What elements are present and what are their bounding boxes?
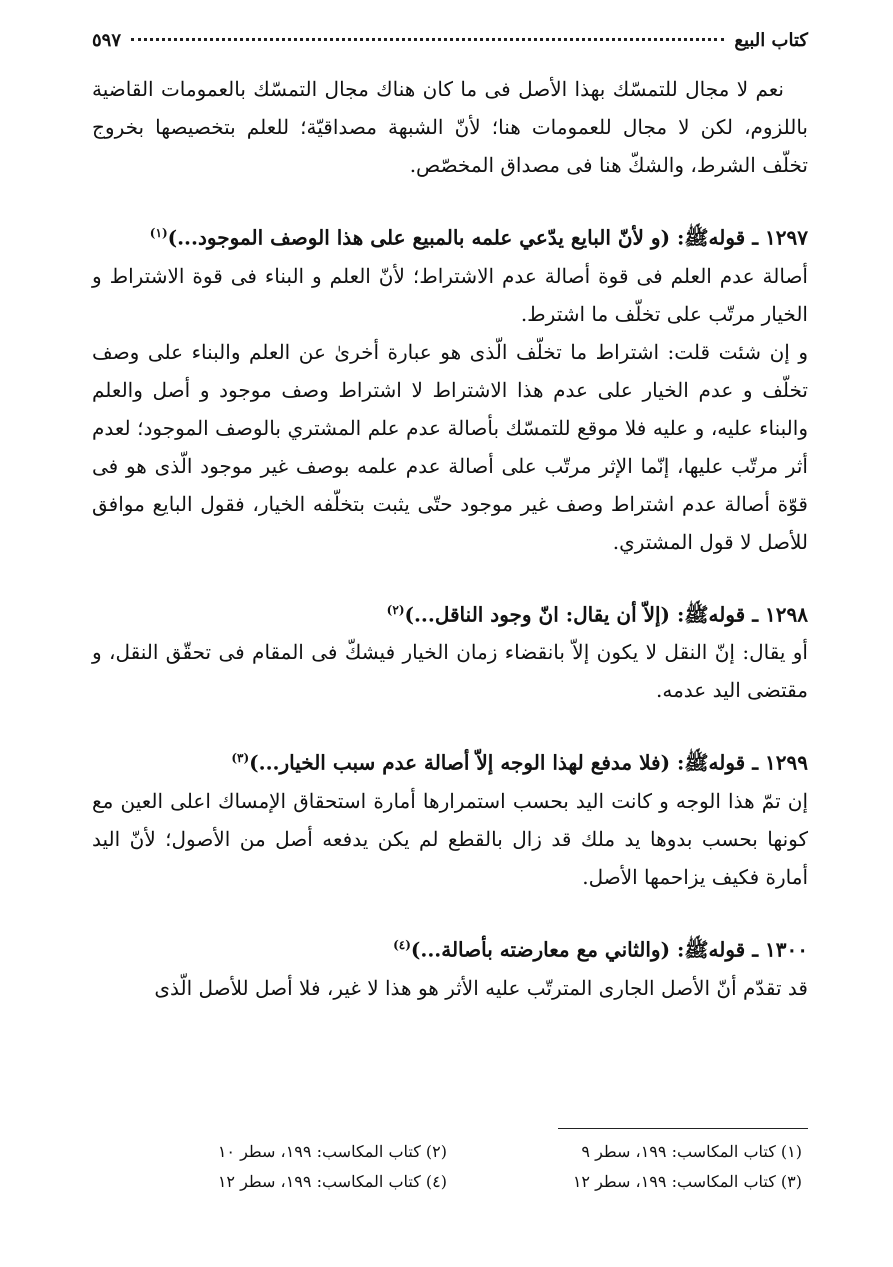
- section-1299: [92, 739, 808, 896]
- footnote-ref: (٢): [386, 602, 405, 617]
- heading-text: ١٢٩٨ ـ قولهﷺ: (إلاّ أن يقال: انّ وجود الناقل...): [404, 602, 808, 627]
- section-heading: [92, 214, 808, 257]
- section-heading: [92, 739, 808, 782]
- footnote-list: [92, 1139, 808, 1195]
- intro-paragraph: نعم لا مجال للتمسّك بهذا الأصل فى ما كان هناك مجال التمسّك بالعمومات القاضية باللزوم، لكن لا مجال للعمومات هنا؛ لأنّ الشبهة مصداقيّة؛ للعلم بتخصيصها بخروج تخلّف الشرط، والشكّ هنا فى مصداق المخصّص.: [92, 77, 808, 177]
- heading-text: ١٣٠٠ ـ قولهﷺ: (والثاني مع معارضته بأصالة...): [410, 937, 808, 962]
- footnotes: [92, 1128, 808, 1195]
- footnote-item: (١) كتاب المكاسب: ١٩٩، سطر ٩: [581, 1142, 802, 1161]
- section-1300: [92, 926, 808, 1007]
- footnote-ref: (٤): [393, 937, 411, 952]
- book-title: كتاب البيع: [734, 30, 808, 51]
- book-page: [92, 30, 808, 1230]
- section-heading: [92, 591, 808, 634]
- footnote-item: (٢) كتاب المكاسب: ١٩٩، سطر ١٠: [217, 1142, 447, 1161]
- footnote-ref: (٣): [231, 751, 250, 766]
- section-heading: [92, 926, 808, 969]
- leader-dots: [131, 38, 724, 41]
- section-paragraph: أو يقال: إنّ النقل لا يكون إلاّ بانقضاء زمان الخيار فيشكّ فى المقام فى تحقّق النقل، و مقتضى اليد عدمه.: [92, 640, 808, 703]
- intro-block: [92, 70, 808, 184]
- section-paragraph: إن تمّ هذا الوجه و كانت اليد بحسب استمرارها أمارة استحقاق الإمساك اعلى العين مع كونها بحسب بدوها يد ملك قد زال بالقطع لم يكن يدفعه أصل من الأصول؛ لأنّ اليد أمارة فكيف يزاحمها الأصل.: [92, 788, 808, 889]
- footnote-rule: [558, 1128, 808, 1129]
- footnote-ref: (١): [149, 226, 168, 240]
- section-1297: [92, 214, 808, 561]
- section-1298: [92, 591, 808, 710]
- heading-text: ١٢٩٧ ـ قولهﷺ: (و لأنّ البايع يدّعي علمه بالمبيع على هذا الوصف الموجود...): [167, 225, 808, 250]
- footnote-item: (٤) كتاب المكاسب: ١٩٩، سطر ١٢: [217, 1172, 447, 1191]
- footnote-item: (٣) كتاب المكاسب: ١٩٩، سطر ١٢: [572, 1172, 802, 1191]
- section-paragraph-2: و إن شئت قلت: اشتراط ما تخلّف الّذى هو عبارة أخرىٰ عن العلم والبناء على وصف تخلّف و عدم الخيار على عدم هذا الاشتراط لا اشتراط وصف موجود و أصل والعلم والبناء عليه، و عليه فلا موقع للتمسّك بأصالة عدم علم المشتري بالوصف الموجود؛ لعدم أثر مرتّب عليها، إنّما الإثر مرتّب على أصالة عدم علمه بوصف غير موجود الّذى هو فى قوّة أصالة عدم اشتراط وصف غير موجود حتّى يثبت بتخلّفه الخيار، فقول البايع موافق للأصل لا قول المشتري.: [92, 339, 808, 554]
- running-header: [92, 30, 808, 60]
- section-paragraph: أصالة عدم العلم فى قوة أصالة عدم الاشتراط؛ لأنّ العلم و البناء فى قوة الاشتراط و الخيار مرتّب على تخلّف ما اشترط.: [92, 263, 808, 326]
- section-paragraph: قد تقدّم أنّ الأصل الجارى المترتّب عليه الأثر هو هذا لا غير، فلا أصل للأصل الّذى: [154, 975, 808, 1000]
- page-number: ٥٩٧: [92, 30, 122, 51]
- heading-text: ١٢٩٩ ـ قولهﷺ: (فلا مدفع لهذا الوجه إلاّ أصالة عدم سبب الخيار...): [249, 750, 808, 775]
